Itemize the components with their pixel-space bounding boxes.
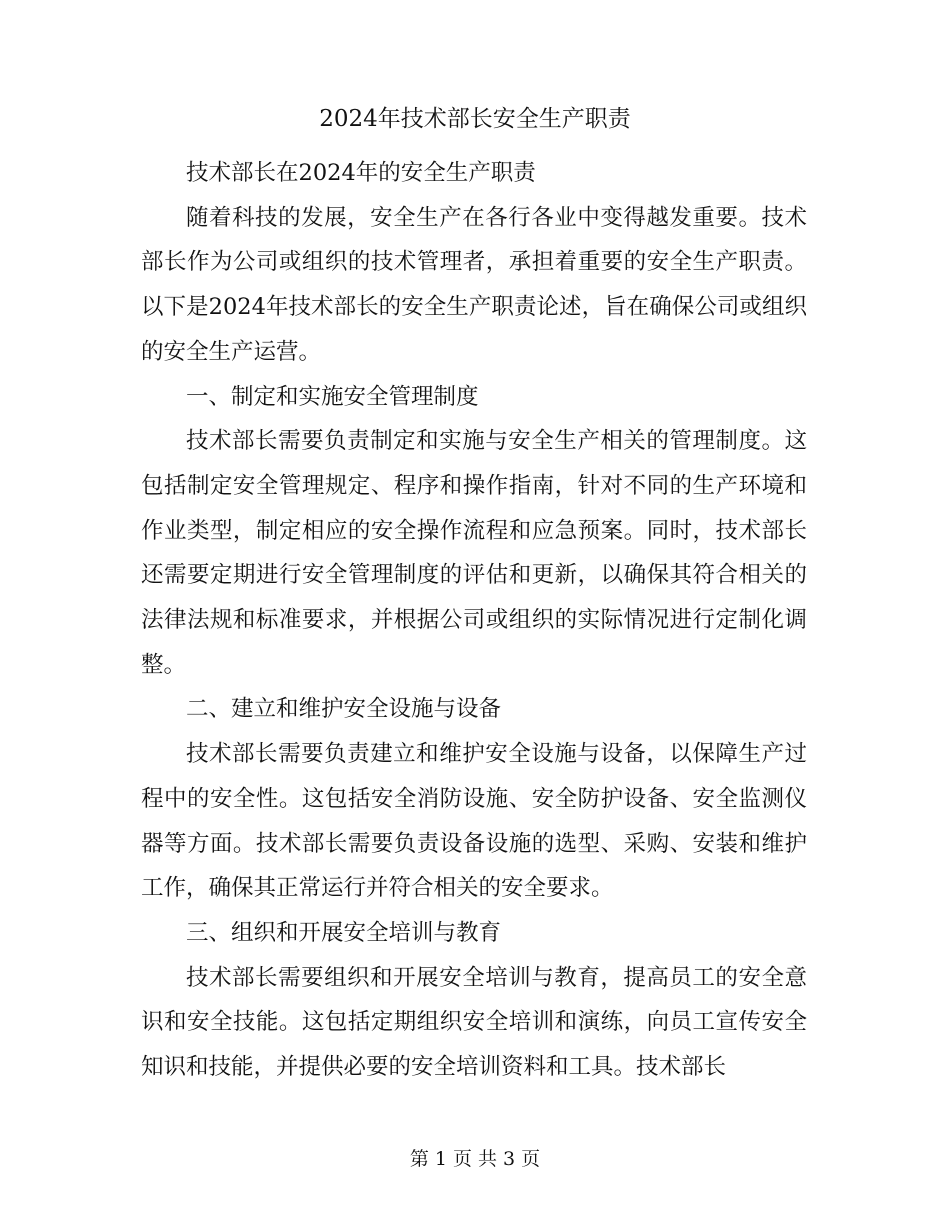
section-heading-2: 二、建立和维护安全设施与设备 xyxy=(186,696,502,723)
section-1-paragraph: 技术部长需要负责制定和实施与安全生产相关的管理制度。这包括制定安全管理规定、程序和操作指南，针对不同的生产环境和作业类型，制定相应的安全操作流程和应急预案。同时，技术部长还需要定期进行安全管理制度的评估和更新，以确保其符合相关的法律法规和标准要求，并根据公司或组织的实际情况进行定制化调整。 xyxy=(141,428,807,678)
section-heading-1: 一、制定和实施安全管理制度 xyxy=(186,383,479,410)
section-2-paragraph: 技术部长需要负责建立和维护安全设施与设备，以保障生产过程中的安全性。这包括安全消防设施、安全防护设备、安全监测仪器等方面。技术部长需要负责设备设施的选型、采购、安装和维护工作，确保其正常运行并符合相关的安全要求。 xyxy=(141,741,807,902)
section-3-paragraph: 技术部长需要组织和开展安全培训与教育，提高员工的安全意识和安全技能。这包括定期组织安全培训和演练，向员工宣传安全知识和技能，并提供必要的安全培训资料和工具。技术部长 xyxy=(141,964,807,1081)
page-footer: 第 1 页 共 3 页 xyxy=(409,1148,541,1170)
document-title: 2024年技术部长安全生产职责 xyxy=(319,106,631,132)
document-body xyxy=(141,151,807,1090)
section-heading-3: 三、组织和开展安全培训与教育 xyxy=(186,919,502,946)
intro-paragraph: 随着科技的发展，安全生产在各行各业中变得越发重要。技术部长作为公司或组织的技术管理者，承担着重要的安全生产职责。以下是2024年技术部长的安全生产职责论述，旨在确保公司或组织的安全生产运营。 xyxy=(141,204,807,365)
subtitle-paragraph: 技术部长在2024年的安全生产职责 xyxy=(186,160,536,186)
